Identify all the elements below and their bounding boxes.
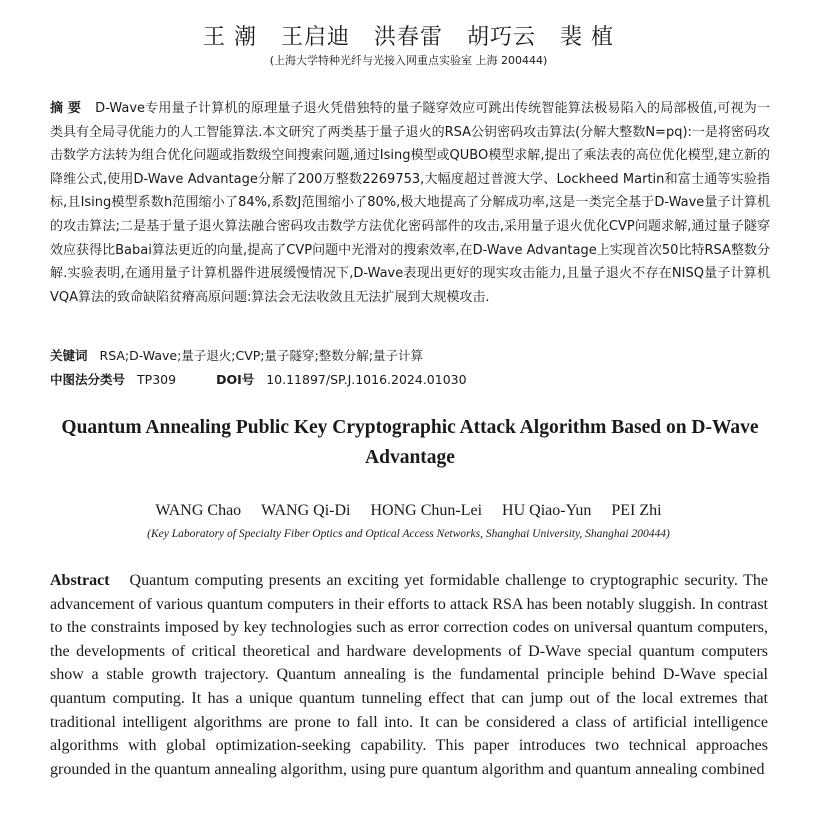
abstract-english (50, 569, 768, 781)
classification-value: TP309 (137, 372, 177, 387)
author-en: PEI Zhi (611, 502, 662, 519)
author-cn: 洪春雷 (373, 25, 443, 50)
author-cn: 王 潮 (202, 25, 257, 50)
author-en: WANG Qi-Di (261, 502, 351, 519)
paper-title-english: Quantum Annealing Public Key Cryptographic Attack Algorithm Based on D-Wave Advantage (61, 417, 759, 468)
author-en: HONG Chun-Lei (370, 502, 483, 519)
author-cn: 王启迪 (280, 25, 350, 50)
doi-label: DOI号 (216, 372, 255, 387)
affiliation-english: (Key Laboratory of Specialty Fiber Optics and Optical Access Networks, Shanghai University, Shanghai 200444) (147, 528, 670, 540)
classification-label: 中图法分类号 (50, 372, 126, 387)
doi-value: 10.11897/SP.J.1016.2024.01030 (266, 372, 467, 387)
abstract-en-label: Abstract (50, 572, 110, 589)
author-en: WANG Chao (155, 502, 242, 519)
affiliation-chinese: (上海大学特种光纤与光接入网重点实验室 上海 200444) (269, 54, 548, 67)
abstract-en-text: Quantum computing presents an exciting yet formidable challenge to cryptographic security. The advancement of various quantum computers in their efforts to attack RSA has been notably sluggish. In contrast to the constraints imposed by key technologies such as error correction codes on universal quantum computers, the developments of critical theoretical and hardware developments of D-Wave special quantum computers show a stable growth trajectory. Quantum annealing is the fundamental principle behind D-Wave special quantum computing. It has a unique quantum tunneling effect that can jump out of the local extremes that traditional intelligent algorithms are prone to fall into. It can be considered a class of artificial intelligence algorithms with global optimization-seeking capability. This paper introduces two technical approaches grounded in the quantum annealing algorithm, using pure quantum algorithm and quantum annealing combined (50, 572, 768, 778)
authors-chinese (0, 20, 817, 51)
abstract-chinese (50, 97, 770, 309)
authors-english (0, 502, 817, 520)
keywords-label: 关键词 (50, 348, 88, 363)
author-en: HU Qiao-Yun (502, 502, 592, 519)
keywords-line (50, 346, 770, 364)
classification-line (50, 370, 770, 388)
author-cn: 胡巧云 (467, 25, 537, 50)
keywords-value: RSA;D-Wave;量子退火;CVP;量子隧穿;整数分解;量子计算 (99, 348, 423, 363)
abstract-cn-label: 摘 要 (50, 101, 82, 116)
author-cn: 裴 植 (560, 25, 615, 50)
abstract-cn-text: D-Wave专用量子计算机的原理量子退火凭借独特的量子隧穿效应可跳出传统智能算法极易陷入的局部极值,可视为一类具有全局寻优能力的人工智能算法.本文研究了两类基于量子退火的RSA公钥密码攻击算法(分解大整数N=pq):一是将密码攻击数学方法转为组合优化问题或指数级空间搜索问题,通过Ising模型或QUBO模型求解,提出了乘法表的高位优化模型,建立新的降维公式,使用D-Wave Advantage分解了200万整数2269753,大幅度超过普渡大学、Lockheed Martin和富士通等实验指标,且Ising模型系数h范围缩小了84%,系数J范围缩小了80%,极大地提高了分解成功率,这是一类完全基于D-Wave量子计算机的攻击算法;二是基于量子退火算法融合密码攻击数学方法优化密码部件的攻击,采用量子退火优化CVP问题求解,通过量子隧穿效应获得比Babai算法更近的向量,提高了CVP问题中光滑对的搜索效率,在D-Wave Advantage上实现首次50比特RSA整数分解.实验表明,在通用量子计算机器件进展缓慢情况下,D-Wave表现出更好的现实攻击能力,且量子退火不存在NISQ量子计算机VQA算法的致命缺陷贫瘠高原问题:算法会无法收敛且无法扩展到大规模攻击. (50, 101, 770, 305)
